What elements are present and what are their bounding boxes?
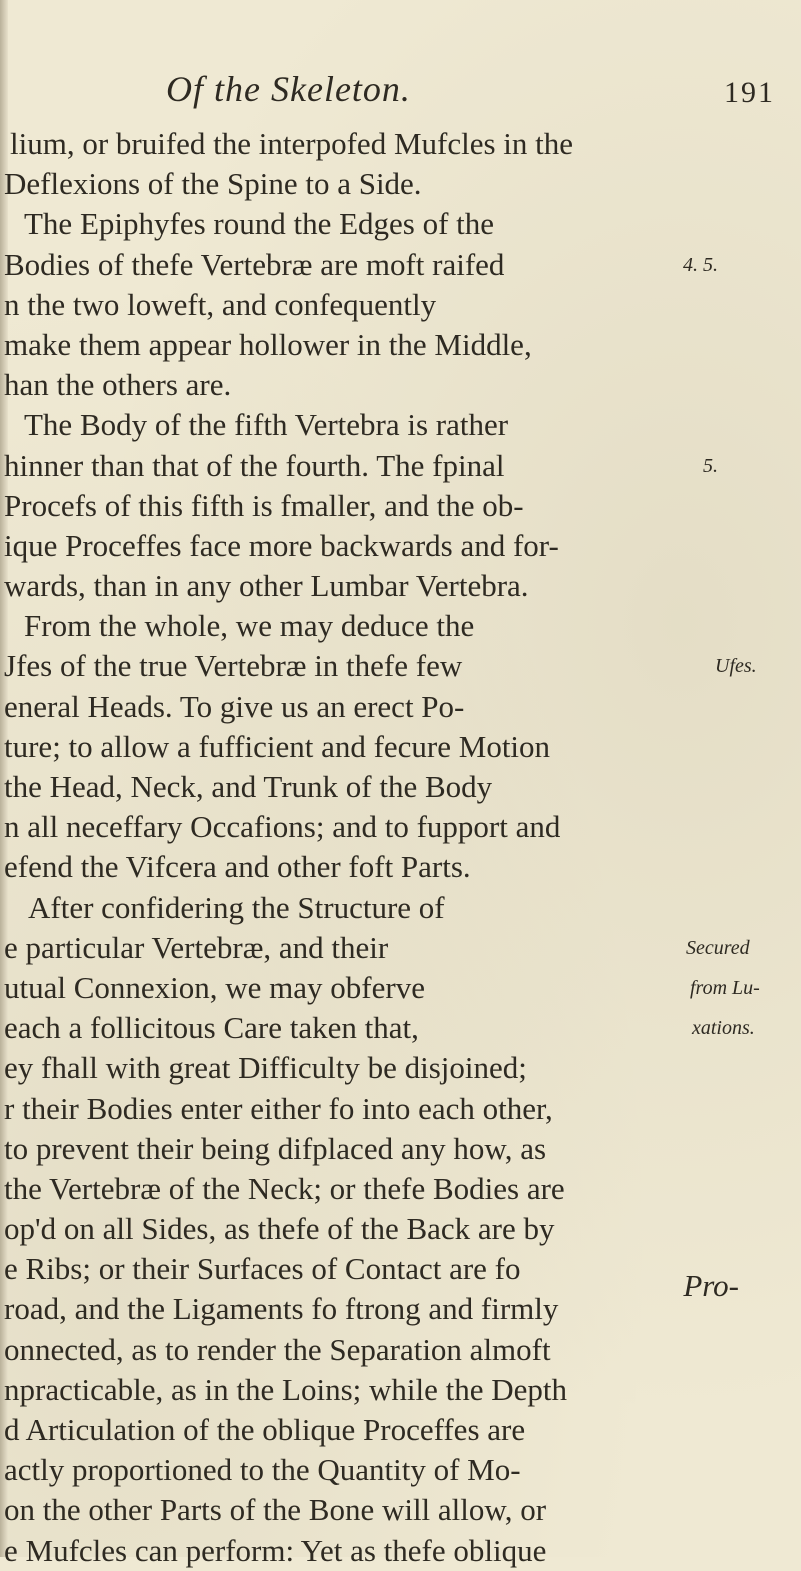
text-line — [0, 1450, 801, 1490]
margin-note: from Lu- — [690, 976, 760, 999]
line-text: ey fhall with great Difficulty be disjoined; — [4, 1050, 527, 1086]
line-text: ture; to allow a fufficient and fecure Motion — [4, 728, 551, 764]
text-line — [0, 606, 801, 646]
line-text: utual Connexion, we may obferve — [4, 969, 425, 1005]
line-text: The Body of the fifth Vertebra is rather — [24, 407, 509, 443]
line-text: make them appear hollower in the Middle, — [4, 326, 532, 362]
text-line — [0, 1410, 801, 1450]
line-text: the Head, Neck, and Trunk of the Body — [4, 769, 493, 804]
text-line — [0, 888, 801, 928]
running-head — [0, 68, 801, 118]
text-line — [0, 968, 801, 1008]
text-line — [0, 807, 801, 847]
text-line — [0, 847, 801, 887]
text-line — [0, 245, 801, 285]
line-text: Jfes of the true Vertebræ in thefe few — [4, 648, 463, 684]
line-text: wards, than in any other Lumbar Vertebra. — [4, 568, 529, 604]
line-text: ique Proceffes face more backwards and for- — [4, 527, 559, 563]
text-line — [0, 204, 801, 244]
body-text — [0, 124, 801, 1571]
running-head-title: Of the Skeleton. — [166, 69, 411, 109]
text-line — [0, 1048, 801, 1088]
text-line — [0, 1129, 801, 1169]
catchword: Pro- — [683, 1268, 739, 1303]
text-line — [0, 928, 801, 968]
line-text: npracticable, as in the Loins; while the Depth — [4, 1371, 567, 1407]
text-line — [0, 727, 801, 767]
text-line — [0, 687, 801, 727]
line-text: efend the Vifcera and other foft Parts. — [4, 849, 471, 885]
text-line — [0, 646, 801, 686]
text-line — [0, 1289, 801, 1329]
text-line — [0, 365, 801, 405]
line-text: Bodies of thefe Vertebræ are moft raifed — [4, 246, 505, 282]
line-text: onnected, as to render the Separation almoft — [4, 1331, 551, 1367]
text-line — [0, 285, 801, 325]
line-text: Procefs of this fifth is fmaller, and the ob- — [4, 487, 524, 523]
line-text: to prevent their being difplaced any how, as — [4, 1130, 547, 1166]
text-line — [0, 1531, 801, 1571]
line-text: each a follicitous Care taken that, — [4, 1010, 419, 1046]
line-text: road, and the Ligaments fo ftrong and firmly — [4, 1291, 559, 1327]
line-text: n the two loweft, and confequently — [4, 286, 437, 322]
text-line — [0, 1249, 801, 1289]
line-text: r their Bodies enter either fo into each other, — [4, 1090, 553, 1126]
text-line — [0, 446, 801, 486]
text-line — [0, 124, 801, 164]
text-line — [0, 1209, 801, 1249]
line-text: Deflexions of the Spine to a Side. — [4, 166, 422, 202]
page-number: 191 — [724, 76, 775, 109]
text-line — [0, 1490, 801, 1530]
line-text: From the whole, we may deduce the — [24, 608, 475, 644]
line-text: on the other Parts of the Bone will allow, or — [4, 1492, 547, 1528]
margin-note: Ufes. — [715, 655, 757, 678]
text-line — [0, 1370, 801, 1410]
text-line — [0, 1330, 801, 1370]
line-text: e Mufcles can perform: Yet as thefe oblique — [4, 1532, 547, 1568]
line-text: hinner than that of the fourth. The fpinal — [4, 447, 505, 483]
margin-note: xations. — [692, 1017, 755, 1040]
line-text: d Articulation of the oblique Proceffes are — [4, 1412, 526, 1447]
line-text: op'd on all Sides, as thefe of the Back are by — [4, 1211, 555, 1247]
text-line — [0, 486, 801, 526]
margin-note: 4. 5. — [683, 253, 718, 276]
text-line — [0, 325, 801, 365]
line-text: e particular Vertebræ, and their — [4, 929, 389, 965]
text-line — [0, 1008, 801, 1048]
text-line — [0, 526, 801, 566]
line-text: the Vertebræ of the Neck; or thefe Bodies are — [4, 1170, 565, 1206]
line-text: After confidering the Structure of — [28, 889, 445, 925]
text-line — [0, 1169, 801, 1209]
line-text: actly proportioned to the Quantity of Mo- — [4, 1452, 521, 1488]
line-text: eneral Heads. To give us an erect Po- — [4, 688, 465, 724]
line-text: The Epiphyfes round the Edges of the — [24, 206, 495, 242]
line-text: lium, or bruifed the interpofed Mufcles in the — [10, 126, 574, 161]
margin-note: Secured — [686, 936, 750, 959]
line-text: han the others are. — [4, 367, 232, 403]
text-line — [0, 566, 801, 606]
text-line — [0, 405, 801, 445]
line-text: e Ribs; or their Surfaces of Contact are fo — [4, 1251, 521, 1287]
line-text: n all neceffary Occafions; and to fupport and — [4, 809, 561, 845]
text-line — [0, 1089, 801, 1129]
margin-note: 5. — [703, 454, 718, 477]
text-line — [0, 164, 801, 204]
text-line — [0, 767, 801, 807]
